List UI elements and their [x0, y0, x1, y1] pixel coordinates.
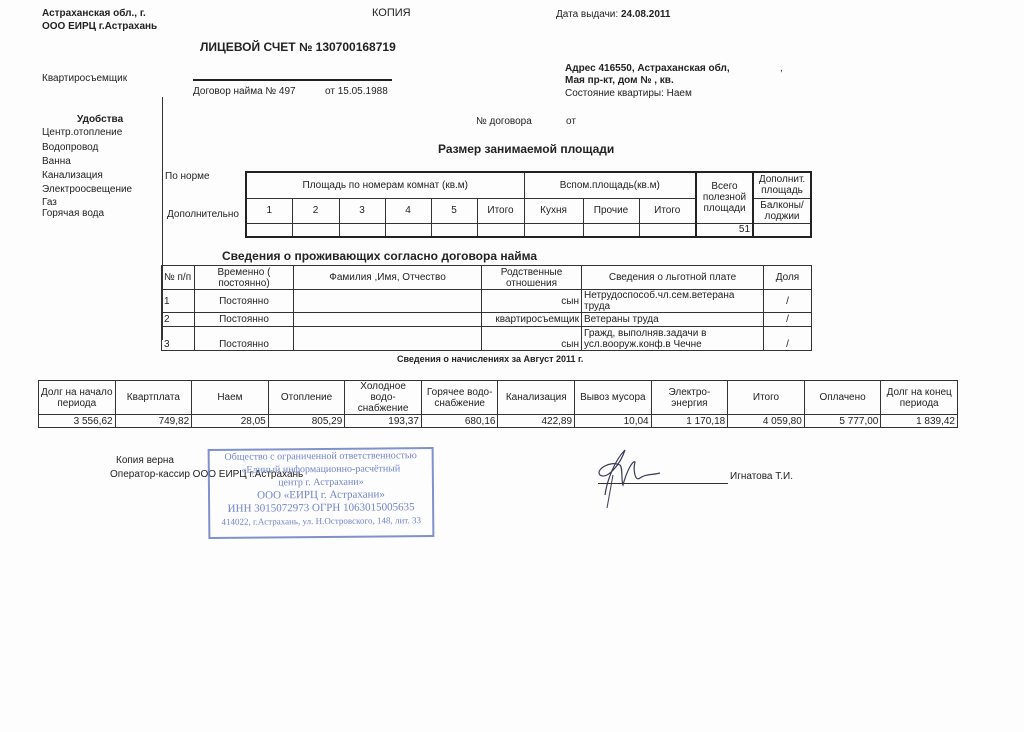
- extra-area-header: Дополнит. площадь: [753, 172, 811, 198]
- residents-table: [161, 265, 812, 351]
- contract-number: Договор найма № 497: [193, 86, 296, 97]
- row-name: [294, 313, 482, 327]
- signature-line: [598, 483, 728, 484]
- row-status: Постоянно: [195, 313, 294, 327]
- org-name: ООО ЕИРЦ г.Астрахань: [42, 21, 158, 32]
- room-col: 4: [385, 198, 431, 223]
- col-header: Отопление: [268, 381, 345, 415]
- col-header: Наем: [192, 381, 269, 415]
- charge-value: 422,89: [498, 415, 575, 428]
- row-share: /: [764, 313, 812, 327]
- stamp-line: Общество с ограниченной ответственностью: [224, 450, 417, 463]
- charge-value: 10,04: [575, 415, 652, 428]
- charge-value: 1 839,42: [881, 415, 958, 428]
- col-header: Холодное водо-снабжение: [345, 381, 422, 415]
- aux-total-col: Итого: [639, 198, 696, 223]
- charge-value: 5 777,00: [804, 415, 881, 428]
- signature: [585, 440, 665, 510]
- norm-label: По норме: [165, 171, 210, 182]
- signer-name: Игнатова Т.И.: [730, 471, 794, 482]
- amenities-title: Удобства: [77, 114, 124, 125]
- room-col: 5: [431, 198, 477, 223]
- stamp-line: ИНН 3015072973 ОГРН 1063015005635: [227, 501, 415, 515]
- stamp-line: «Единый информационно-расчётный: [241, 463, 401, 476]
- charge-value: 749,82: [115, 415, 192, 428]
- charges-table: [38, 380, 958, 428]
- amenity-item: Газ: [42, 197, 57, 208]
- row-status: Постоянно: [195, 290, 294, 313]
- tenant-label: Квартиросъемщик: [42, 73, 128, 84]
- address-comma: ,: [780, 63, 783, 74]
- charge-value: 193,37: [345, 415, 422, 428]
- total-area-value: 51: [696, 223, 753, 237]
- table-row: [162, 290, 812, 313]
- col-header: Итого: [728, 381, 805, 415]
- tenant-name-line: [193, 79, 392, 81]
- room-col: 1: [246, 198, 292, 223]
- amenity-item: Канализация: [42, 170, 103, 181]
- area-table: [245, 171, 812, 238]
- table-row: [39, 415, 958, 428]
- col-header: Квартплата: [115, 381, 192, 415]
- balcony-header: Балконы/ лоджии: [753, 198, 811, 223]
- row-benefit: Гражд, выполняв.задачи в усл.вооруж.конф.в Чечне: [582, 327, 764, 351]
- amenity-item: Электроосвещение: [42, 184, 133, 195]
- room-col: 3: [339, 198, 385, 223]
- area-title: Размер занимаемой площади: [438, 142, 615, 156]
- col-header: Долг на конец периода: [881, 381, 958, 415]
- row-benefit: Нетрудоспособ.чл.сем.ветерана труда: [582, 290, 764, 313]
- amenity-item: Горячая вода: [42, 208, 105, 219]
- row-share: /: [764, 290, 812, 313]
- room-col: 2: [292, 198, 339, 223]
- col-header: Электро-энергия: [651, 381, 728, 415]
- row-name: [294, 327, 482, 351]
- col-header: Фамилия ,Имя, Отчество: [294, 266, 482, 290]
- account-title: ЛИЦЕВОЙ СЧЕТ № 130700168719: [200, 40, 396, 54]
- row-number: 3: [162, 327, 195, 351]
- amenity-item: Ванна: [42, 156, 71, 167]
- contract2-from-label: от: [566, 116, 576, 127]
- extra-label: Дополнительно: [167, 209, 239, 220]
- charges-title: Сведения о начислениях за Август 2011 г.: [397, 354, 584, 364]
- region: Астраханская обл., г.: [42, 8, 146, 19]
- row-number: 2: [162, 313, 195, 327]
- charge-value: 680,16: [421, 415, 498, 428]
- issue-date-value: 24.08.2011: [620, 9, 671, 20]
- aux-col: Прочие: [583, 198, 639, 223]
- total-area-header: Всего полезной площади: [696, 172, 753, 223]
- aux-header: Вспом.площадь(кв.м): [524, 172, 696, 198]
- issue-date: [556, 9, 670, 20]
- stamp-line: ООО «ЕИРЦ г. Астрахани»: [257, 488, 385, 502]
- table-row: [162, 313, 812, 327]
- col-header: № п/п: [162, 266, 195, 290]
- operator-label: Оператор-кассир ООО ЕИРЦ г.Астрахань: [110, 469, 304, 480]
- col-header: Долг на начало периода: [39, 381, 116, 415]
- col-header: Сведения о льготной плате: [582, 266, 764, 290]
- table-row: [162, 327, 812, 351]
- row-status: Постоянно: [195, 327, 294, 351]
- organization-stamp: [208, 447, 435, 539]
- charge-value: 1 170,18: [651, 415, 728, 428]
- residents-title: Сведения о проживающих согласно договора найма: [222, 249, 538, 263]
- address-line2: Мая пр-кт, дом № , кв.: [565, 75, 674, 86]
- row-relation: квартиросъемщик: [482, 313, 582, 327]
- col-header: Оплачено: [804, 381, 881, 415]
- col-header: Вывоз мусора: [575, 381, 652, 415]
- row-name: [294, 290, 482, 313]
- col-header: Родственные отношения: [482, 266, 582, 290]
- copy-certified: Копия верна: [116, 455, 174, 466]
- row-number: 1: [162, 290, 195, 313]
- charge-value: 805,29: [268, 415, 345, 428]
- address-line1: Адрес 416550, Астраханская обл,: [565, 63, 730, 74]
- issue-date-label: Дата выдачи:: [556, 9, 619, 20]
- col-header: Доля: [764, 266, 812, 290]
- row-relation: сын: [482, 327, 582, 351]
- amenity-item: Центр.отопление: [42, 127, 123, 138]
- charge-value: 28,05: [192, 415, 269, 428]
- amenity-item: Водопровод: [42, 142, 99, 153]
- row-share: /: [764, 327, 812, 351]
- stamp-line: 414022, г.Астрахань, ул. Н.Островского, 148, лит. 33: [221, 515, 422, 527]
- aux-col: Кухня: [524, 198, 583, 223]
- col-header: Горячее водо-снабжение: [421, 381, 498, 415]
- contract-date: от 15.05.1988: [325, 86, 388, 97]
- charge-value: 4 059,80: [728, 415, 805, 428]
- row-benefit: Ветераны труда: [582, 313, 764, 327]
- apartment-status: Состояние квартиры: Наем: [565, 88, 692, 99]
- contract2-number-label: № договора: [476, 116, 532, 127]
- col-header: Канализация: [498, 381, 575, 415]
- charge-value: 3 556,62: [39, 415, 116, 428]
- room-total-col: Итого: [477, 198, 524, 223]
- stamp-line: центр г. Астрахани»: [278, 476, 364, 489]
- rooms-header: Площадь по номерам комнат (кв.м): [246, 172, 524, 198]
- row-relation: сын: [482, 290, 582, 313]
- copy-label: КОПИЯ: [372, 7, 411, 19]
- col-header: Временно ( постоянно): [195, 266, 294, 290]
